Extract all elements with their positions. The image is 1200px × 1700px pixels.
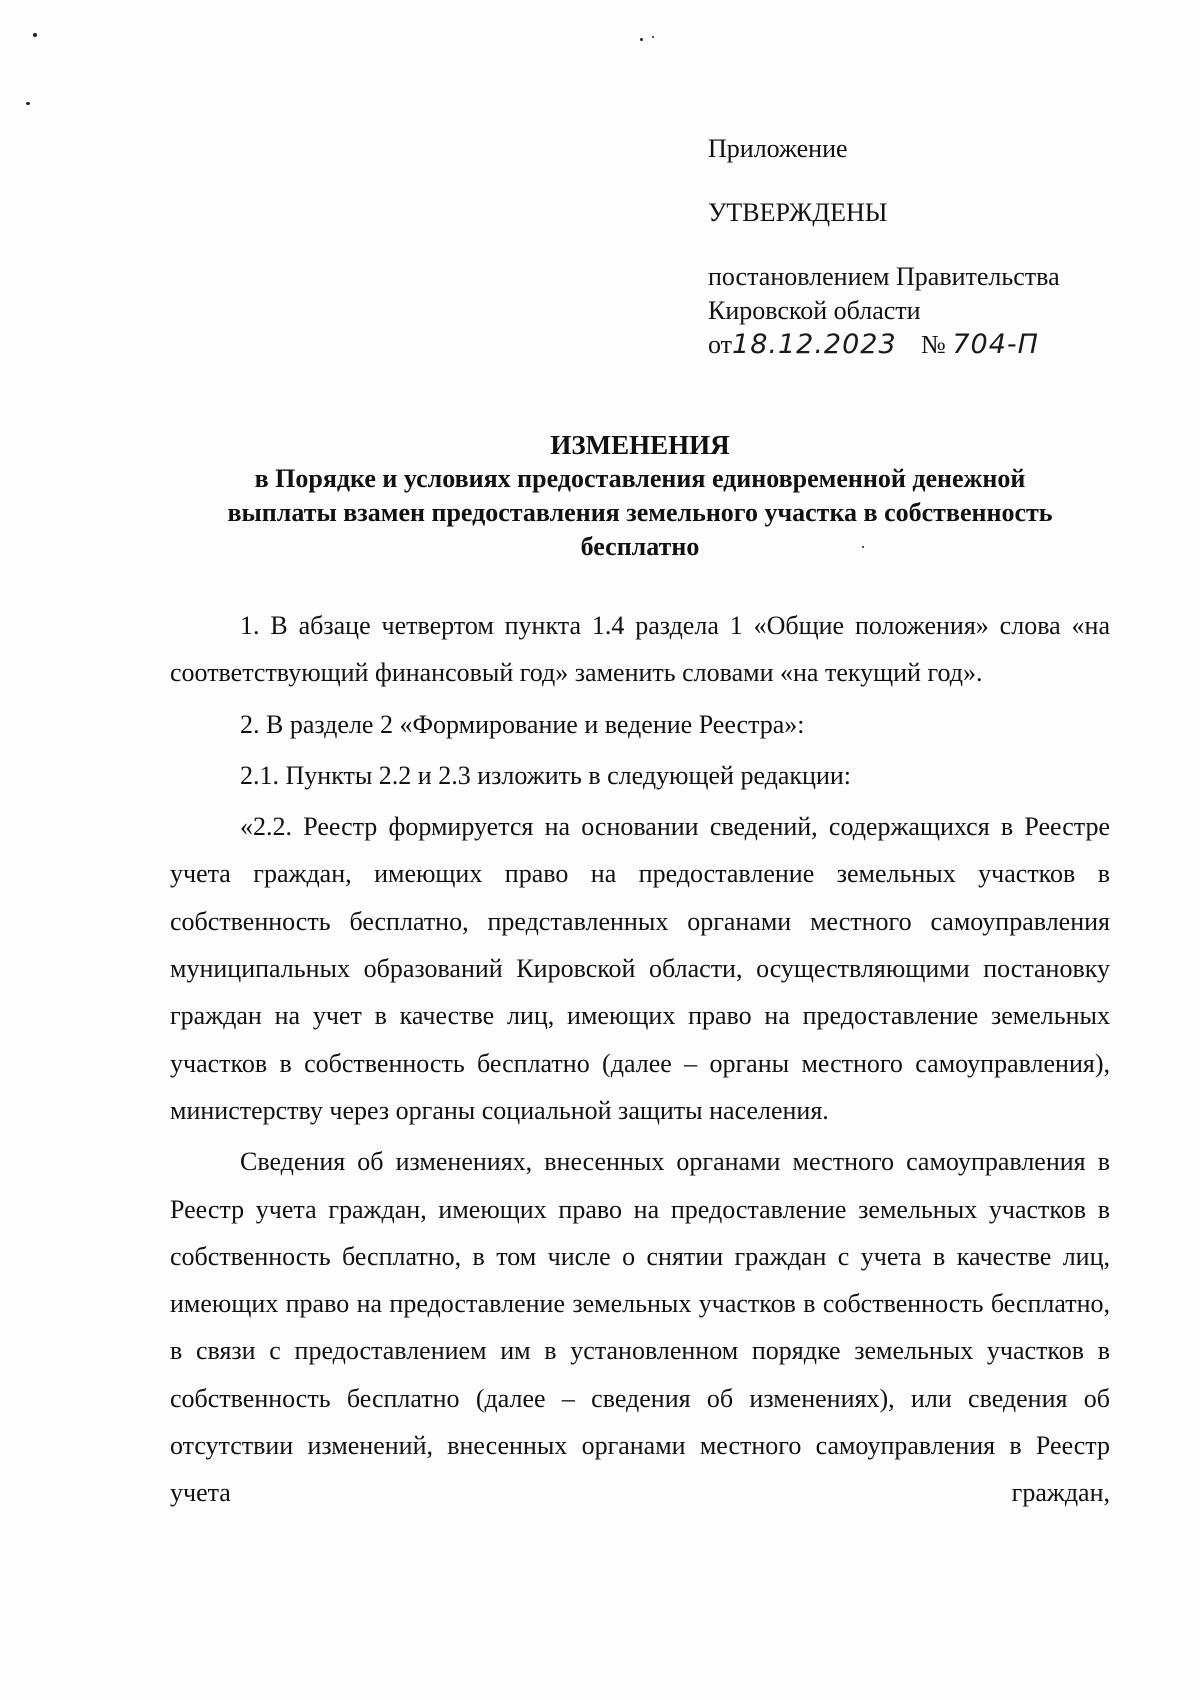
decree-date-number bbox=[708, 328, 1128, 362]
handwritten-number: 704-П bbox=[952, 329, 1039, 360]
date-prefix: от bbox=[708, 330, 733, 359]
scan-speck bbox=[26, 102, 30, 105]
document-body bbox=[170, 602, 1110, 1517]
annex-label: Приложение bbox=[708, 134, 848, 163]
document-title bbox=[150, 428, 1130, 564]
decree-line-2: Кировской области bbox=[708, 296, 921, 325]
title-line-3: бесплатно bbox=[580, 532, 700, 561]
approval-block bbox=[708, 132, 1128, 362]
scan-speck bbox=[640, 38, 643, 41]
paragraph-2: 2. В разделе 2 «Формирование и ведение Реестра»: bbox=[240, 709, 805, 739]
scan-speck bbox=[33, 33, 37, 37]
number-sign: № bbox=[921, 330, 946, 359]
paragraph-3: 2.1. Пункты 2.2 и 2.3 изложить в следующей редакции: bbox=[240, 760, 852, 790]
decree-line-1: постановлением Правительства bbox=[708, 262, 1060, 291]
paragraph-5: Сведения об изменениях, внесенных органами местного самоуправления в Реестр учета граждан, имеющих право на предоставление земельных участков в собственность бесплатно, в том числе о снятии граждан с учета в качестве лиц, имеющих право на предоставление земельных участков в собственность бесплатно, в связи с предоставлением им в установленном порядке земельных участков в собственность бесплатно (далее – сведения об изменениях), или сведения об отсутствии изменений, внесенных органами местного самоуправления в Реестр учета граждан, bbox=[170, 1147, 1110, 1508]
title-heading: ИЗМЕНЕНИЯ bbox=[550, 430, 730, 460]
approved-label: УТВЕРЖДЕНЫ bbox=[708, 198, 888, 227]
title-line-1: в Порядке и условиях предоставления единовременной денежной bbox=[254, 464, 1026, 493]
paragraph-1: 1. В абзаце четвертом пункта 1.4 раздела 1 «Общие положения» слова «на соответствующий финансовый год» заменить словами «на текущий год». bbox=[170, 611, 1110, 688]
scan-speck bbox=[652, 36, 654, 38]
paragraph-4: «2.2. Реестр формируется на основании сведений, содержащихся в Реестре учета граждан, имеющих право на предоставление земельных участков в собственность бесплатно, представленных органами местного самоуправления муниципальных образований Кировской области, осуществляющими постановку граждан на учет в качестве лиц, имеющих право на предоставление земельных участков в собственность бесплатно (далее – органы местного самоуправления), министерству через органы социальной защиты населения. bbox=[170, 812, 1110, 1125]
title-line-2: выплаты взамен предоставления земельного участка в собственность bbox=[227, 498, 1053, 527]
handwritten-date: 18.12.2023 bbox=[732, 329, 897, 360]
